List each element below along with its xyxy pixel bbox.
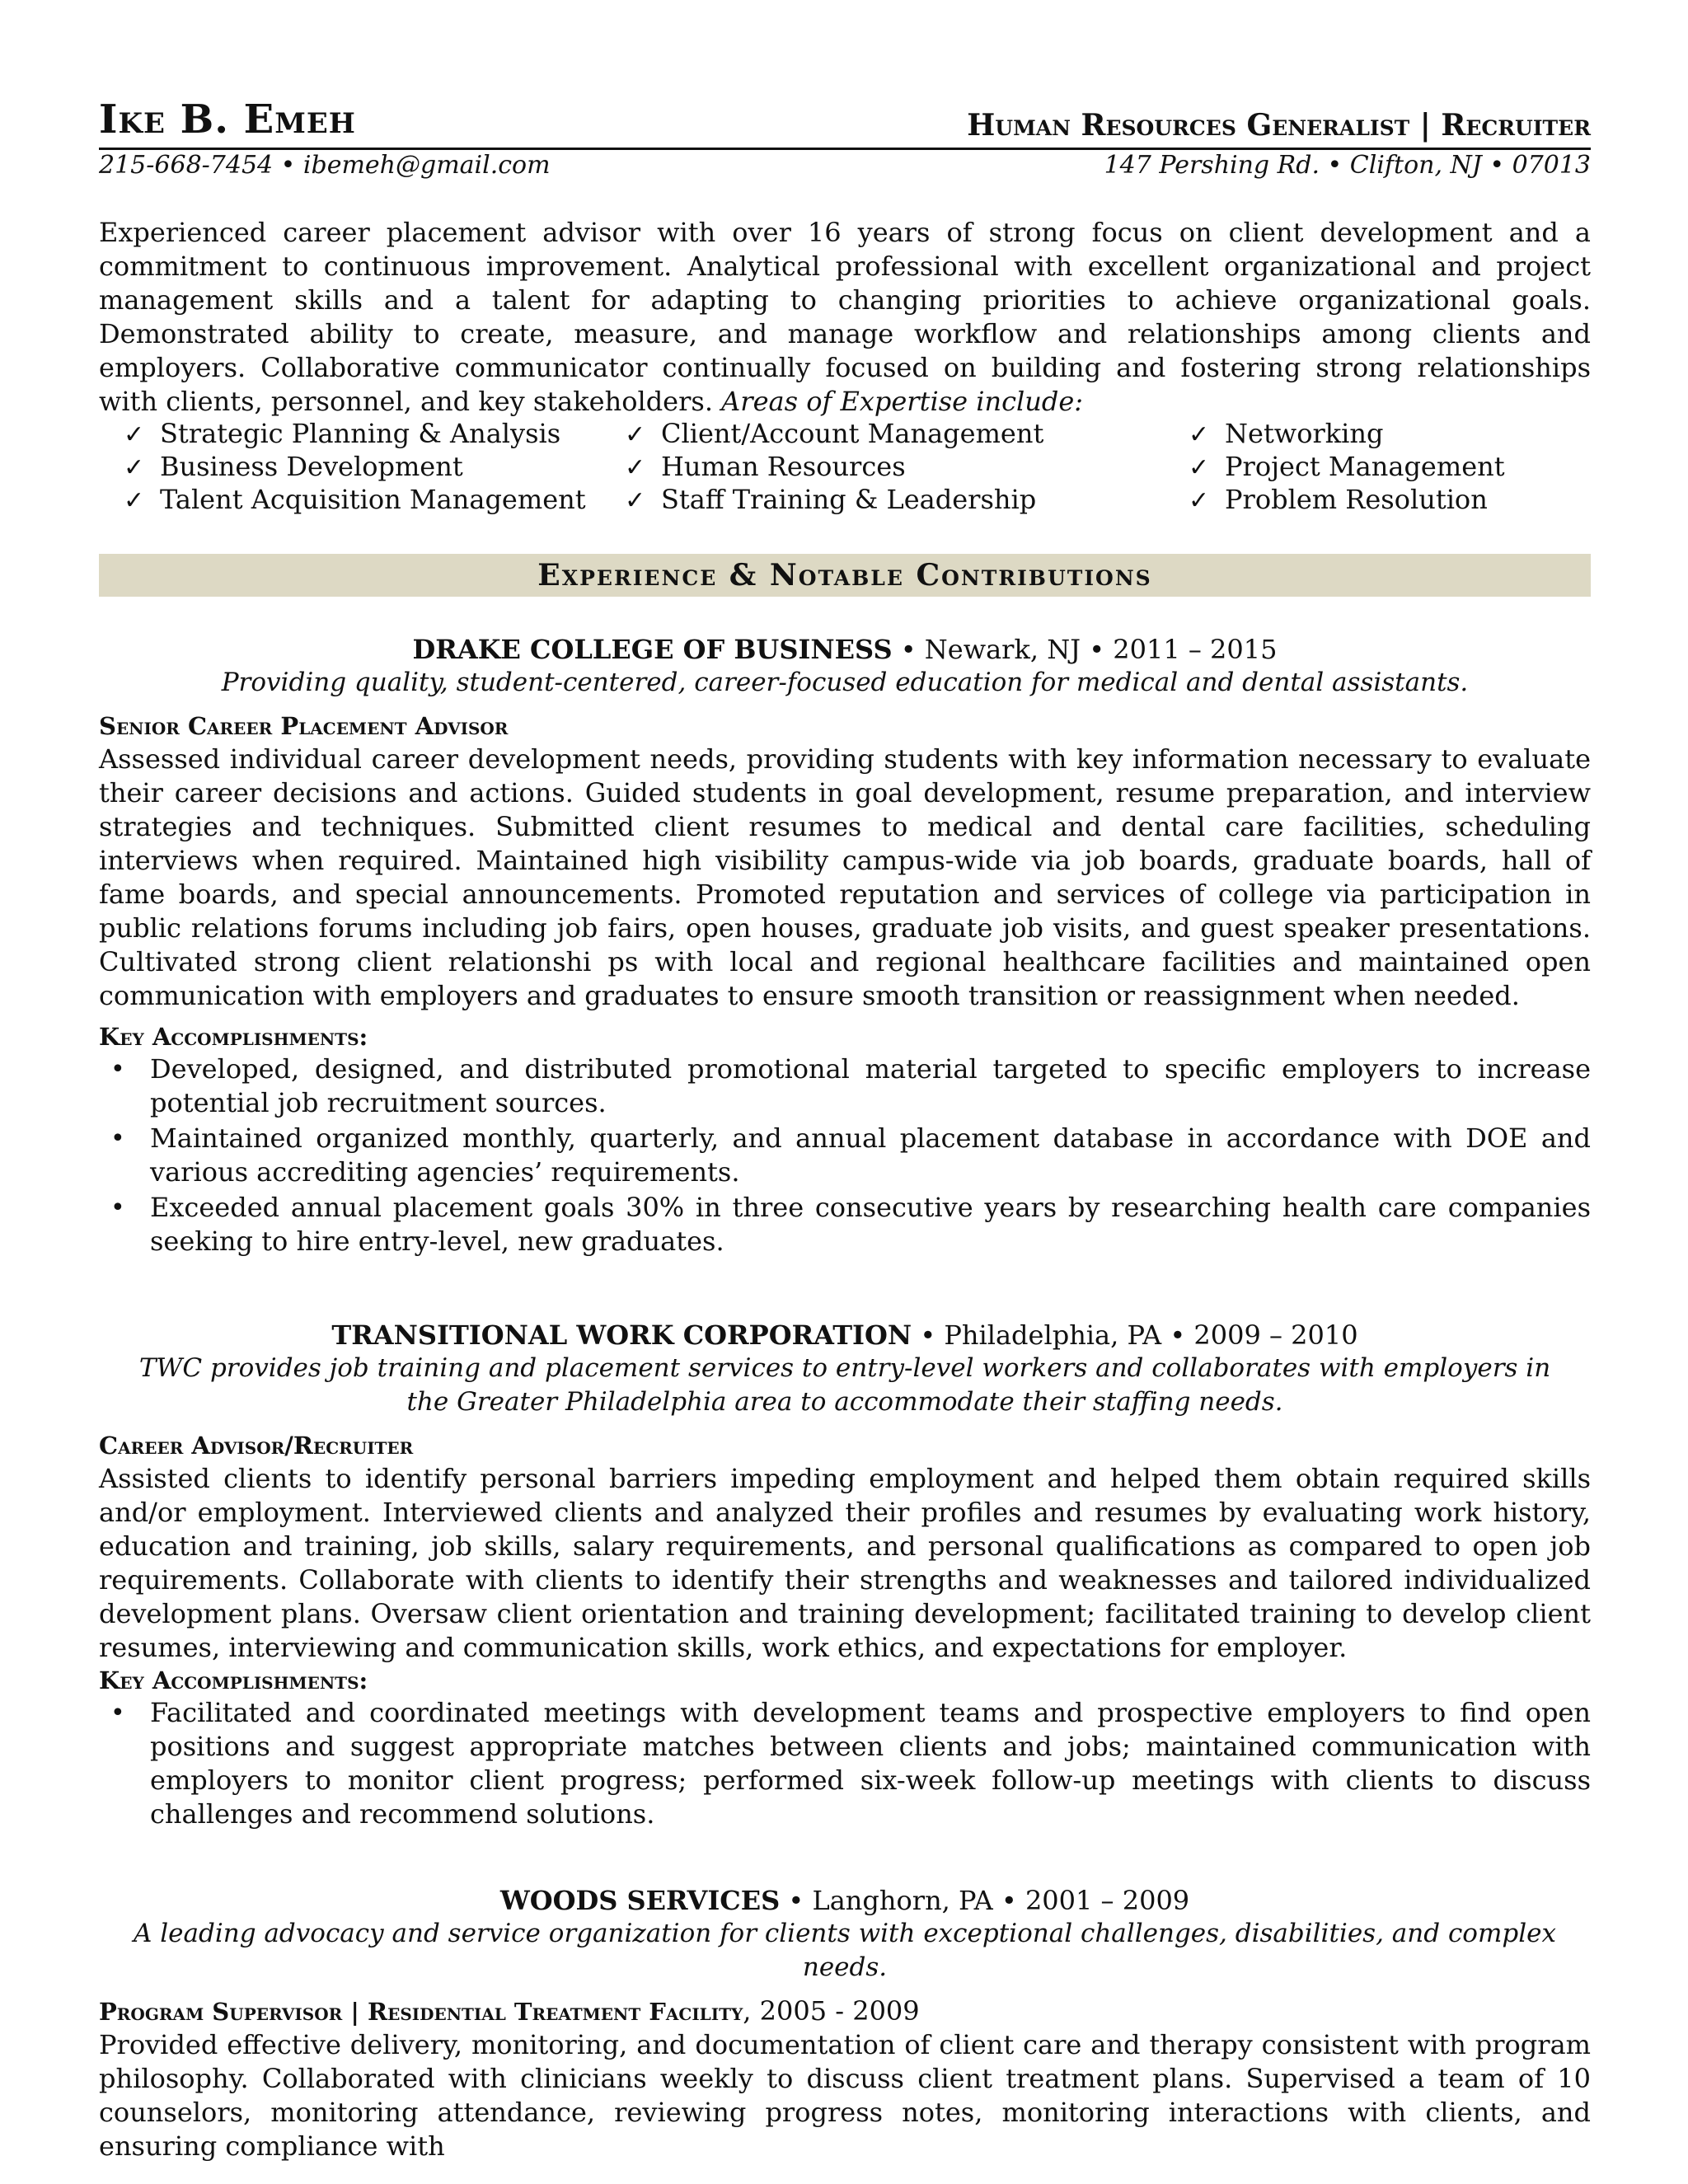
professional-summary (99, 216, 1591, 419)
check-icon: ✓ (625, 453, 646, 482)
list-item: • Exceeded annual placement goals 30% in three consecutive years by researching health care companies seeking to hire entry-level, new graduates. (110, 1192, 1591, 1257)
check-icon: ✓ (124, 486, 145, 515)
bullet-icon: • (110, 1699, 125, 1727)
bullet-icon: • (110, 1124, 125, 1153)
employer-name: TRANSITIONAL WORK CORPORATION (331, 1319, 912, 1351)
resume-header (99, 95, 1591, 150)
skill-item: ✓ Project Management (1189, 450, 1505, 483)
skills-column-1 (124, 417, 586, 516)
employer-tagline: Providing quality, student-centered, career-focused education for medical and dental assistants. (221, 668, 1469, 697)
summary-text: Experienced career placement advisor with over 16 years of strong focus on client development and a commitment to continuous improvement. Analytical professional with excellent organizational and project management skills and a talent for adapting to changing priorities to achieve organizational goals. Demonstrated ability to create, measure, and manage workflow and relationships among clients and employers. Collaborative communicator continually focused on building and fostering strong relationships with clients, personnel, and key stakeholders. (99, 217, 1591, 417)
employer-line (99, 1319, 1591, 1352)
job-role: Career Advisor/Recruiter (99, 1432, 414, 1460)
check-icon: ✓ (1189, 486, 1210, 515)
skill-item: ✓ Human Resources (625, 450, 1043, 483)
check-icon: ✓ (625, 420, 646, 449)
job-drake-college (99, 633, 1591, 1260)
bullet-icon: • (110, 1193, 125, 1222)
list-item: • Facilitated and coordinated meetings with development teams and prospective employers to find open positions and suggest appropriate matches between clients and jobs; maintained communication with employers to monitor client progress; performed six-week follow-up meetings with clients to discuss challenges and recommend solutions. (110, 1697, 1591, 1830)
check-icon: ✓ (1189, 453, 1210, 482)
candidate-name: Ike B. Emeh (99, 96, 356, 143)
employer-name: WOODS SERVICES (499, 1885, 781, 1916)
job-description: Assisted clients to identify personal barriers impeding employment and helped them obtain required skills and/or employment. Interviewed clients and analyzed their profiles and resumes by evaluating work history, education and training, job skills, salary requirements, and personal qualifications as compared to open job requirements. Collaborate with clients to identify their strengths and weaknesses and tailored individualized development plans. Oversaw client orientation and training development; facilitated training to develop client resumes, interviewing and communication skills, work ethics, and expectations for employer. (99, 1463, 1591, 1663)
list-item: • Developed, designed, and distributed promotional material targeted to specific employers to increase potential job recruitment sources. (110, 1053, 1591, 1118)
job-description: Assessed individual career development needs, providing students with key information necessary to evaluate their career decisions and actions. Guided students in goal development, resume preparation, and interview strategies and techniques. Submitted client resumes to medical and dental care facilities, scheduling interviews when required. Maintained high visibility campus-wide via job boards, graduate boards, hall of fame boards, and special announcements. Promoted reputation and services of college via participation in public relations forums including job fairs, open houses, graduate job visits, and guest speaker presentations. Cultivated strong client relationshi ps with local and regional healthcare facilities and maintained open communication with employers and graduates to ensure smooth transition or reassignment when needed. (99, 743, 1591, 1011)
job-description: Provided effective delivery, monitoring, and documentation of client care and therapy consistent with program philosophy. Collaborated with clinicians weekly to discuss client treatment plans. Supervised a team of 10 counselors, monitoring attendance, reviewing progress notes, monitoring interactions with clients, and ensuring compliance with (99, 2029, 1591, 2162)
key-accomplishments-label: Key Accomplishments: (99, 1023, 368, 1051)
section-heading-experience: Experience & Notable Contributions (99, 554, 1591, 597)
list-item: • Maintained organized monthly, quarterly, and annual placement database in accordance with DOE and various accrediting agencies’ requirements. (110, 1122, 1591, 1188)
employer-details: • Langhorn, PA • 2001 – 2009 (780, 1885, 1190, 1916)
employer-details: • Newark, NJ • 2011 – 2015 (892, 634, 1278, 665)
skill-item: ✓ Problem Resolution (1189, 483, 1505, 516)
check-icon: ✓ (1189, 420, 1210, 449)
job-role: Senior Career Placement Advisor (99, 712, 509, 740)
check-icon: ✓ (124, 453, 145, 482)
contact-line (99, 151, 1591, 187)
skill-item: ✓ Client/Account Management (625, 417, 1043, 450)
employer-tagline: A leading advocacy and service organization for clients with exceptional challenges, disabilities, and complex needs. (134, 1919, 1556, 1982)
skill-item: ✓ Staff Training & Leadership (625, 483, 1043, 516)
candidate-title: Human Resources Generalist | Recruiter (967, 108, 1591, 143)
job-woods-services (99, 1884, 1591, 2163)
job-transitional-work (99, 1319, 1591, 1833)
employer-line (99, 633, 1591, 666)
skill-item: ✓ Strategic Planning & Analysis (124, 417, 586, 450)
job-role-dates: , 2005 - 2009 (743, 1995, 920, 2027)
accomplishment-list (99, 1696, 1591, 1831)
skills-column-2 (625, 417, 1043, 516)
employer-tagline: TWC provides job training and placement services to entry-level workers and collaborates with employers in the Greater Philadelphia area to accommodate their staffing needs. (138, 1353, 1551, 1417)
skill-item: ✓ Talent Acquisition Management (124, 483, 586, 516)
address: 147 Pershing Rd. • Clifton, NJ • 07013 (1104, 151, 1591, 180)
job-role-line (99, 1994, 1591, 2028)
expertise-intro: Areas of Expertise include: (721, 386, 1084, 417)
bullet-icon: • (110, 1055, 125, 1084)
skills-column-3 (1189, 417, 1505, 516)
key-accomplishments-label: Key Accomplishments: (99, 1666, 368, 1694)
expertise-list (99, 417, 1591, 524)
check-icon: ✓ (625, 486, 646, 515)
employer-line (99, 1884, 1591, 1917)
job-role: Program Supervisor | Residential Treatment Facility (99, 1998, 743, 2026)
employer-details: • Philadelphia, PA • 2009 – 2010 (912, 1319, 1358, 1351)
accomplishment-list (99, 1052, 1591, 1258)
check-icon: ✓ (124, 420, 145, 449)
skill-item: ✓ Networking (1189, 417, 1505, 450)
phone-email: 215-668-7454 • ibemeh@gmail.com (99, 151, 551, 180)
employer-name: DRAKE COLLEGE OF BUSINESS (412, 634, 893, 665)
skill-item: ✓ Business Development (124, 450, 586, 483)
